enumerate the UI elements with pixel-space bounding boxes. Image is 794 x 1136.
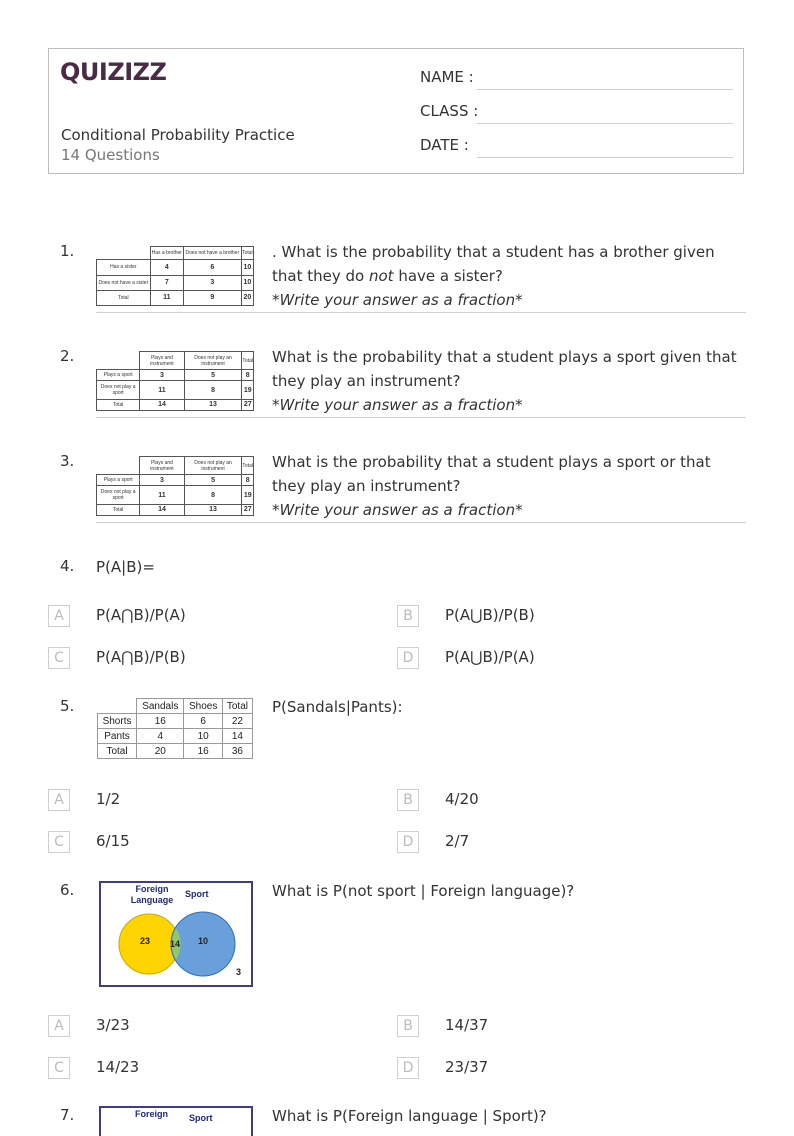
answer-line[interactable]: [96, 312, 746, 313]
table-cell: Has a sister: [97, 260, 151, 275]
question-number: 5.: [60, 697, 75, 715]
question-number: 7.: [60, 1106, 75, 1124]
table-cell: Does not play an instrument: [184, 352, 242, 370]
table-cell: 8: [184, 486, 242, 504]
table-cell: 8: [184, 381, 242, 399]
option-b-box[interactable]: B: [397, 789, 419, 811]
q3-table: [96, 456, 254, 516]
table-cell: 14: [222, 729, 252, 744]
option-b-text[interactable]: P(A⋃B)/P(B): [445, 606, 535, 624]
option-a-text[interactable]: P(A⋂B)/P(A): [96, 606, 186, 624]
table-cell: 27: [242, 399, 254, 410]
venn-label-sport: Sport: [189, 1113, 213, 1123]
question-number: 3.: [60, 452, 75, 470]
q1-text-post: have a sister?: [393, 267, 503, 285]
table-cell: Total: [242, 457, 254, 475]
table-cell: 20: [137, 744, 184, 759]
answer-line[interactable]: [96, 417, 746, 418]
question-text: [272, 450, 742, 522]
table-cell: 8: [242, 370, 254, 381]
q2-note: *Write your answer as a fraction*: [272, 396, 523, 414]
table-cell: 20: [241, 290, 253, 305]
table-cell: 3: [140, 475, 184, 486]
table-cell: 5: [184, 475, 242, 486]
question-text: [272, 240, 742, 312]
venn-value-outside: 3: [236, 967, 242, 977]
option-a-box[interactable]: A: [48, 1015, 70, 1037]
class-label: CLASS :: [420, 102, 479, 120]
table-cell: 22: [222, 714, 252, 729]
table-cell: Sandals: [137, 699, 184, 714]
table-cell: 8: [242, 475, 254, 486]
name-label: NAME :: [420, 68, 474, 86]
table-cell: Shorts: [98, 714, 137, 729]
option-a-text[interactable]: 1/2: [96, 790, 121, 808]
q3-text: What is the probability that a student plays a sport or that they play an instrument?: [272, 453, 711, 495]
option-d-box[interactable]: D: [397, 831, 419, 853]
q2-text: What is the probability that a student plays a sport given that they play an instrument?: [272, 348, 737, 390]
option-d-text[interactable]: 2/7: [445, 832, 470, 850]
q3-note: *Write your answer as a fraction*: [272, 501, 523, 519]
table-cell: Total: [98, 744, 137, 759]
question-number: 2.: [60, 347, 75, 365]
table-cell: 6: [184, 714, 222, 729]
option-c-text[interactable]: 6/15: [96, 832, 130, 850]
venn-label-sport: Sport: [185, 889, 209, 899]
table-cell: Does not have a brother: [183, 247, 241, 260]
option-b-text[interactable]: 14/37: [445, 1016, 489, 1034]
table-cell: [97, 352, 140, 370]
question-number: 4.: [60, 557, 75, 575]
table-cell: 36: [222, 744, 252, 759]
venn-value-b-only: 10: [198, 936, 209, 946]
table-cell: 11: [140, 486, 184, 504]
table-cell: 4: [137, 729, 184, 744]
table-cell: 5: [184, 370, 242, 381]
table-cell: [98, 699, 137, 714]
table-cell: Does not play an instrument: [184, 457, 242, 475]
table-cell: 14: [140, 399, 184, 410]
table-cell: 10: [241, 260, 253, 275]
table-cell: 14: [140, 504, 184, 515]
table-cell: 16: [184, 744, 222, 759]
venn-value-both: 14: [170, 939, 181, 949]
table-cell: 11: [140, 381, 184, 399]
option-d-text[interactable]: P(A⋃B)/P(A): [445, 648, 535, 666]
table-cell: 19: [242, 381, 254, 399]
option-a-text[interactable]: 3/23: [96, 1016, 130, 1034]
table-cell: Plays and instrument: [140, 352, 184, 370]
option-a-box[interactable]: A: [48, 789, 70, 811]
option-b-box[interactable]: B: [397, 1015, 419, 1037]
table-cell: 3: [183, 275, 241, 290]
quizizz-logo: QUIZIZZ: [60, 58, 167, 86]
question-text: [272, 345, 742, 417]
question-text: P(A|B)=: [96, 558, 155, 576]
q7-venn-diagram: [99, 1106, 253, 1136]
option-c-text[interactable]: 14/23: [96, 1058, 140, 1076]
table-cell: 11: [150, 290, 183, 305]
option-a-box[interactable]: A: [48, 605, 70, 627]
q1-text-em: not: [368, 267, 394, 285]
option-c-box[interactable]: C: [48, 647, 70, 669]
question-text: P(Sandals|Pants):: [272, 698, 403, 716]
table-cell: Total: [97, 290, 151, 305]
option-d-text[interactable]: 23/37: [445, 1058, 489, 1076]
name-field[interactable]: [477, 88, 733, 90]
table-cell: Total: [222, 699, 252, 714]
table-cell: Plays and instrument: [140, 457, 184, 475]
table-cell: 4: [150, 260, 183, 275]
table-cell: 10: [241, 275, 253, 290]
option-d-box[interactable]: D: [397, 1057, 419, 1079]
question-count: 14 Questions: [61, 146, 160, 164]
table-cell: 7: [150, 275, 183, 290]
worksheet-title: Conditional Probability Practice: [61, 126, 295, 144]
q1-table: [96, 246, 254, 306]
table-cell: 10: [184, 729, 222, 744]
table-cell: Plays a sport: [97, 475, 140, 486]
option-c-box[interactable]: C: [48, 1057, 70, 1079]
venn-value-a-only: 23: [140, 936, 151, 946]
table-cell: Does not play a sport: [97, 381, 140, 399]
q2-table: [96, 351, 254, 411]
table-cell: Total: [97, 399, 140, 410]
table-cell: Plays a sport: [97, 370, 140, 381]
q6-venn-diagram: [99, 881, 253, 987]
table-cell: Does not play a sport: [97, 486, 140, 504]
table-cell: Total: [241, 247, 253, 260]
table-cell: Does not have a sister: [97, 275, 151, 290]
question-text: What is P(Foreign language | Sport)?: [272, 1107, 547, 1125]
question-number: 6.: [60, 881, 75, 899]
table-cell: 16: [137, 714, 184, 729]
table-cell: Shoes: [184, 699, 222, 714]
question-number: 1.: [60, 242, 75, 260]
table-cell: 19: [242, 486, 254, 504]
option-c-box[interactable]: C: [48, 831, 70, 853]
table-cell: Pants: [98, 729, 137, 744]
table-cell: 3: [140, 370, 184, 381]
class-field[interactable]: [477, 122, 733, 124]
question-text: What is P(not sport | Foreign language)?: [272, 882, 575, 900]
table-cell: 9: [183, 290, 241, 305]
table-cell: Total: [97, 504, 140, 515]
table-cell: [97, 247, 151, 260]
venn-label-foreign-language: Foreign Language: [130, 884, 174, 905]
answer-line[interactable]: [96, 522, 746, 523]
table-cell: Total: [242, 352, 254, 370]
q1-text-pre: . What is the probability that a student has a brother given that they do: [272, 243, 715, 285]
date-label: DATE :: [420, 136, 469, 154]
table-cell: [97, 457, 140, 475]
option-b-text[interactable]: 4/20: [445, 790, 479, 808]
table-cell: 27: [242, 504, 254, 515]
table-cell: Has a brother: [150, 247, 183, 260]
table-cell: 13: [184, 504, 242, 515]
option-c-text[interactable]: P(A⋂B)/P(B): [96, 648, 186, 666]
option-d-box[interactable]: D: [397, 647, 419, 669]
table-cell: 6: [183, 260, 241, 275]
venn-label-foreign-language: Foreign: [135, 1109, 168, 1119]
q5-table: [97, 698, 253, 759]
table-cell: 13: [184, 399, 242, 410]
date-field[interactable]: [477, 156, 733, 158]
option-b-box[interactable]: B: [397, 605, 419, 627]
q1-note: *Write your answer as a fraction*: [272, 291, 523, 309]
